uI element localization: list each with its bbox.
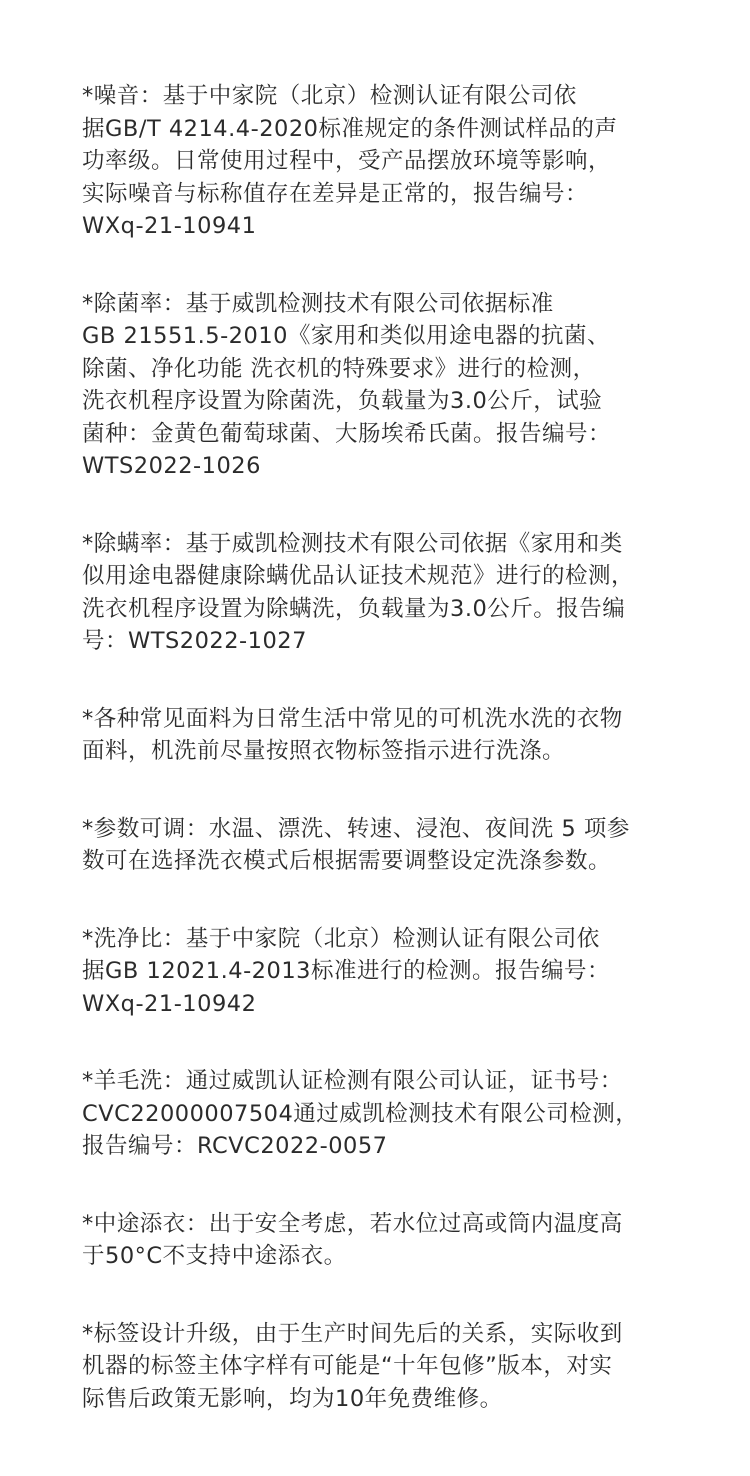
note-text-line: CVC22000007504通过威凯检测技术有限公司检测，	[82, 1100, 639, 1127]
note-adjustable-parameters	[82, 813, 682, 878]
note-label-design-upgrade	[82, 1318, 682, 1416]
note-text-line: WXq-21-10941	[82, 213, 257, 239]
note-text-line: 据GB 12021.4-2013标准进行的检测。报告编号：	[82, 958, 610, 984]
note-text-line: *羊毛洗：通过威凯认证检测有限公司认证，证书号：	[82, 1068, 623, 1094]
note-text-line: 实际噪音与标称值存在差异是正常的，报告编号：	[82, 180, 589, 207]
note-text-line: *除菌率：基于威凯检测技术有限公司依据标准	[82, 290, 554, 317]
note-mid-cycle-add-clothes	[82, 1208, 682, 1273]
note-cleaning-ratio	[82, 923, 682, 1021]
note-text-line: 洗衣机程序设置为除螨洗，负载量为3.0公斤。报告编	[82, 595, 626, 622]
note-text-line: 报告编号：RCVC2022-0057	[82, 1133, 388, 1159]
note-text-line: *噪音：基于中家院（北京）检测认证有限公司依	[82, 83, 577, 109]
note-text-line: *参数可调：水温、漂洗、转速、浸泡、夜间洗 5 项参	[82, 815, 630, 842]
note-text-line: WTS2022-1026	[82, 453, 261, 479]
note-text-line: *各种常见面料为日常生活中常见的可机洗水洗的衣物	[82, 705, 623, 732]
note-text-line: 数可在选择洗衣模式后根据需要调整设定洗涤参数。	[82, 848, 612, 874]
note-sterilization-rate	[82, 288, 682, 483]
note-text-line: *中途添衣：出于安全考虑，若水位过高或筒内温度高	[82, 1210, 623, 1237]
note-common-fabrics	[82, 703, 682, 768]
note-text-line: *洗净比：基于中家院（北京）检测认证有限公司依	[82, 925, 600, 952]
note-text-line: 洗衣机程序设置为除菌洗，负载量为3.0公斤，试验	[82, 388, 603, 414]
note-noise	[82, 80, 682, 243]
note-text-line: *除螨率：基于威凯检测技术有限公司依据《家用和类	[82, 530, 623, 557]
note-text-line: 际售后政策无影响，均为10年免费维修。	[82, 1385, 503, 1412]
note-text-line: 除菌、净化功能 洗衣机的特殊要求》进行的检测，	[82, 355, 596, 382]
note-text-line: 功率级。日常使用过程中，受产品摆放环境等影响，	[82, 148, 612, 174]
note-wool-wash	[82, 1065, 682, 1163]
product-disclaimer-notes	[82, 80, 682, 1460]
note-text-line: 号：WTS2022-1027	[82, 628, 307, 654]
note-text-line: 面料，机洗前尽量按照衣物标签指示进行洗涤。	[82, 738, 566, 764]
note-text-line: WXq-21-10942	[82, 990, 257, 1017]
note-text-line: 似用途电器健康除螨优品认证技术规范》进行的检测，	[82, 563, 635, 589]
note-text-line: 菌种：金黄色葡萄球菌、大肠埃希氏菌。报告编号：	[82, 420, 612, 447]
note-text-line: 据GB/T 4214.4-2020标准规定的条件测试样品的声	[82, 115, 618, 142]
note-text-line: 于50°C不支持中途添衣。	[82, 1243, 347, 1269]
note-text-line: GB 21551.5-2010《家用和类似用途电器的抗菌、	[82, 323, 610, 349]
note-mite-removal-rate	[82, 528, 682, 658]
note-text-line: *标签设计升级，由于生产时间先后的关系，实际收到	[82, 1320, 623, 1347]
note-text-line: 机器的标签主体字样有可能是“十年包修”版本，对实	[82, 1353, 613, 1379]
